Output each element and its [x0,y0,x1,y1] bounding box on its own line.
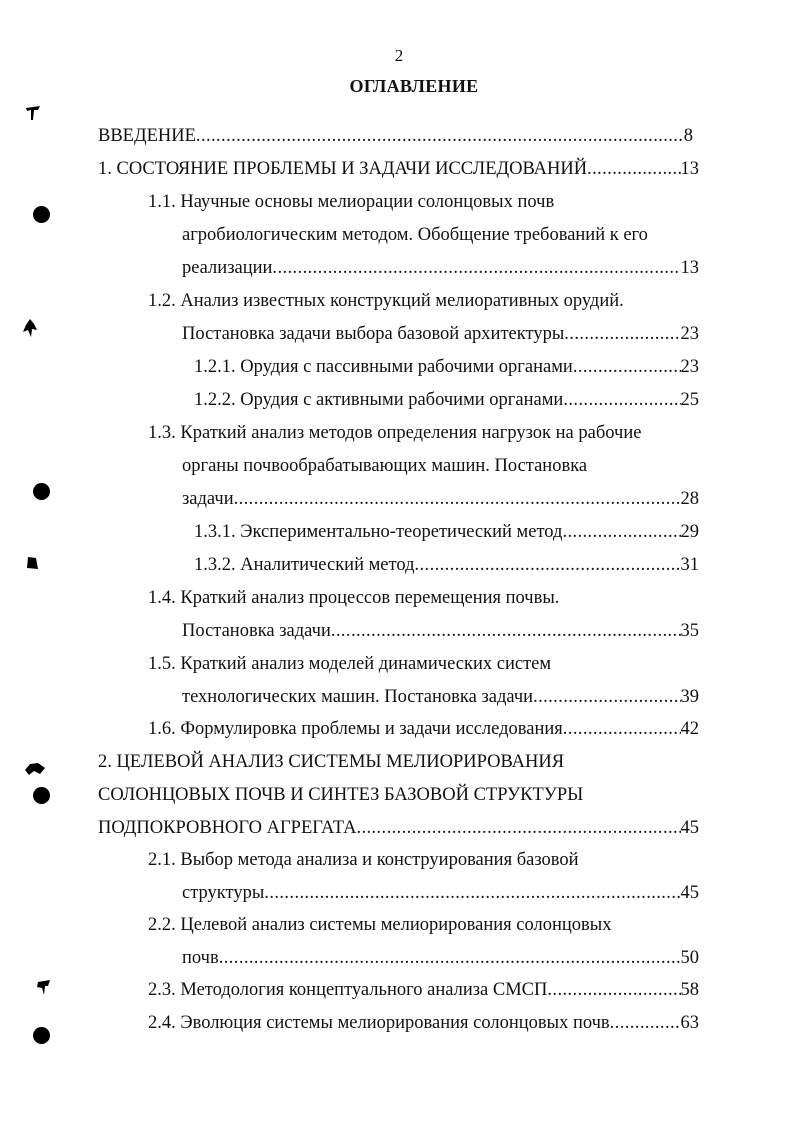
toc-entry-section-1-5 [182,686,699,708]
toc-entry-introduction [98,125,693,147]
leader-dots [356,817,680,839]
leader-dots [563,718,681,740]
toc-entry-text: 1.3.1. Экспериментально-теоретический метод [194,522,563,542]
toc-entry-text: 2.1. Выбор метода анализа и конструирования базовой [148,850,579,870]
toc-entry-section-2-4 [148,1012,699,1034]
toc-entry-section-1-6 [148,718,699,740]
scan-mark-icon [24,104,42,122]
toc-entry-page: 29 [680,522,699,542]
leader-dots [272,257,680,279]
toc-entry-text: Постановка задачи выбора базовой архитектуры [182,324,565,344]
toc-entry-text: технологических машин. Постановка задачи [182,687,534,707]
toc-entry-text: 1. СОСТОЯНИЕ ПРОБЛЕМЫ И ЗАДАЧИ ИССЛЕДОВАНИЙ [98,159,588,179]
toc-entry-text: 2. ЦЕЛЕВОЙ АНАЛИЗ СИСТЕМЫ МЕЛИОРИРОВАНИЯ [98,752,565,772]
toc-entry-section-1-2-2 [194,389,699,411]
toc-entry-text: СОЛОНЦОВЫХ ПОЧВ И СИНТЕЗ БАЗОВОЙ СТРУКТУРЫ [98,785,584,805]
leader-dots [234,488,681,510]
toc-entry-section-1-2 [182,323,699,345]
toc-entry-text: органы почвообрабатывающих машин. Постановка [182,456,588,476]
toc-entry-text: почв [182,948,219,968]
binding-hole-icon [33,787,50,804]
toc-entry-text: 1.2. Анализ известных конструкций мелиоративных орудий. [148,291,624,311]
toc-entry-page: 31 [680,555,699,575]
toc-entry-text: реализации [182,258,273,278]
toc-entry-text: 1.2.2. Орудия с активными рабочими органами [194,390,564,410]
leader-dots [563,389,680,411]
toc-entry-text: Постановка задачи [182,621,331,641]
toc-entry-text-line [98,751,564,773]
leader-dots [331,620,681,642]
toc-entry-text: задачи [182,489,234,509]
toc-entry-text: ВВЕДЕНИЕ [98,126,196,146]
leader-dots [547,979,680,1001]
toc-entry-page: 45 [680,883,699,903]
toc-entry-text: 2.3. Методология концептуального анализа СМСП [148,980,548,1000]
toc-entry-section-1-4 [182,620,699,642]
leader-dots [564,323,680,345]
binding-hole-icon [33,1027,50,1044]
toc-entry-text: 1.5. Краткий анализ моделей динамических систем [148,654,552,674]
toc-entry-page: 13 [680,258,699,278]
leader-dots [533,686,680,708]
toc-entry-section-2-1 [182,882,699,904]
toc-title: ОГЛАВЛЕНИЕ [349,76,479,96]
leader-dots [573,356,681,378]
scan-mark-icon [36,978,52,996]
toc-entry-text-line [182,224,648,246]
leader-dots [610,1012,681,1034]
toc-entry-section-2-3 [148,979,699,1001]
toc-entry-page: 58 [680,980,699,1000]
toc-entry-page: 39 [680,687,699,707]
toc-entry-section-1-3 [182,488,699,510]
toc-entry-text: ПОДПОКРОВНОГО АГРЕГАТА [98,818,357,838]
toc-entry-text: 1.4. Краткий анализ процессов перемещения почвы. [148,588,560,608]
toc-entry-section-2-2 [182,947,699,969]
toc-entry-section-1-2-1 [194,356,699,378]
leader-dots [264,882,680,904]
toc-entry-page: 13 [680,159,699,179]
toc-entry-page: 63 [680,1013,699,1033]
leader-dots [415,554,681,576]
binding-hole-icon [33,206,50,223]
toc-entry-chapter-2 [98,817,699,839]
binding-hole-icon [33,483,50,500]
toc-entry-text: 1.6. Формулировка проблемы и задачи исследования [148,719,563,739]
scan-mark-icon [22,318,38,338]
toc-entry-text: структуры [182,883,265,903]
toc-entry-page: 42 [680,719,699,739]
toc-entry-section-1-3-2 [194,554,699,576]
toc-entry-page: 25 [680,390,699,410]
page-number: 2 [394,46,404,65]
toc-entry-text: 1.1. Научные основы мелиорации солонцовых почв [148,192,555,212]
toc-entry-text-line [148,914,611,936]
toc-entry-text: 2.4. Эволюция системы мелиорирования солонцовых почв [148,1013,610,1033]
toc-entry-text-line [148,653,551,675]
scan-mark-icon [25,555,39,571]
toc-entry-text: 2.2. Целевой анализ системы мелиорирования солонцовых [148,915,612,935]
toc-entry-text-line [148,290,624,312]
toc-entry-text: 1.2.1. Орудия с пассивными рабочими органами [194,357,573,377]
toc-entry-text: 1.3.2. Аналитический метод [194,555,415,575]
toc-entry-text: агробиологическим методом. Обобщение требований к его [182,225,648,245]
toc-entry-text-line [182,455,587,477]
toc-entry-section-1-3-1 [194,521,699,543]
toc-entry-page: 28 [680,489,699,509]
toc-entry-page: 35 [680,621,699,641]
toc-entry-page: 23 [680,357,699,377]
toc-entry-text-line [148,587,559,609]
toc-entry-text: 1.3. Краткий анализ методов определения нагрузок на рабочие [148,423,642,443]
toc-entry-text-line [148,849,579,871]
toc-entry-page: 50 [680,948,699,968]
leader-dots [562,521,680,543]
toc-entry-page: 23 [680,324,699,344]
toc-entry-chapter-1 [98,158,699,180]
leader-dots [196,125,684,147]
toc-entry-page: 45 [680,818,699,838]
toc-entry-text-line [98,784,583,806]
leader-dots [219,947,681,969]
toc-entry-text-line [148,191,554,213]
scan-mark-icon [24,762,46,776]
leader-dots [587,158,680,180]
toc-entry-section-1-1 [182,257,699,279]
toc-entry-page: 8 [683,126,693,146]
toc-entry-text-line [148,422,641,444]
